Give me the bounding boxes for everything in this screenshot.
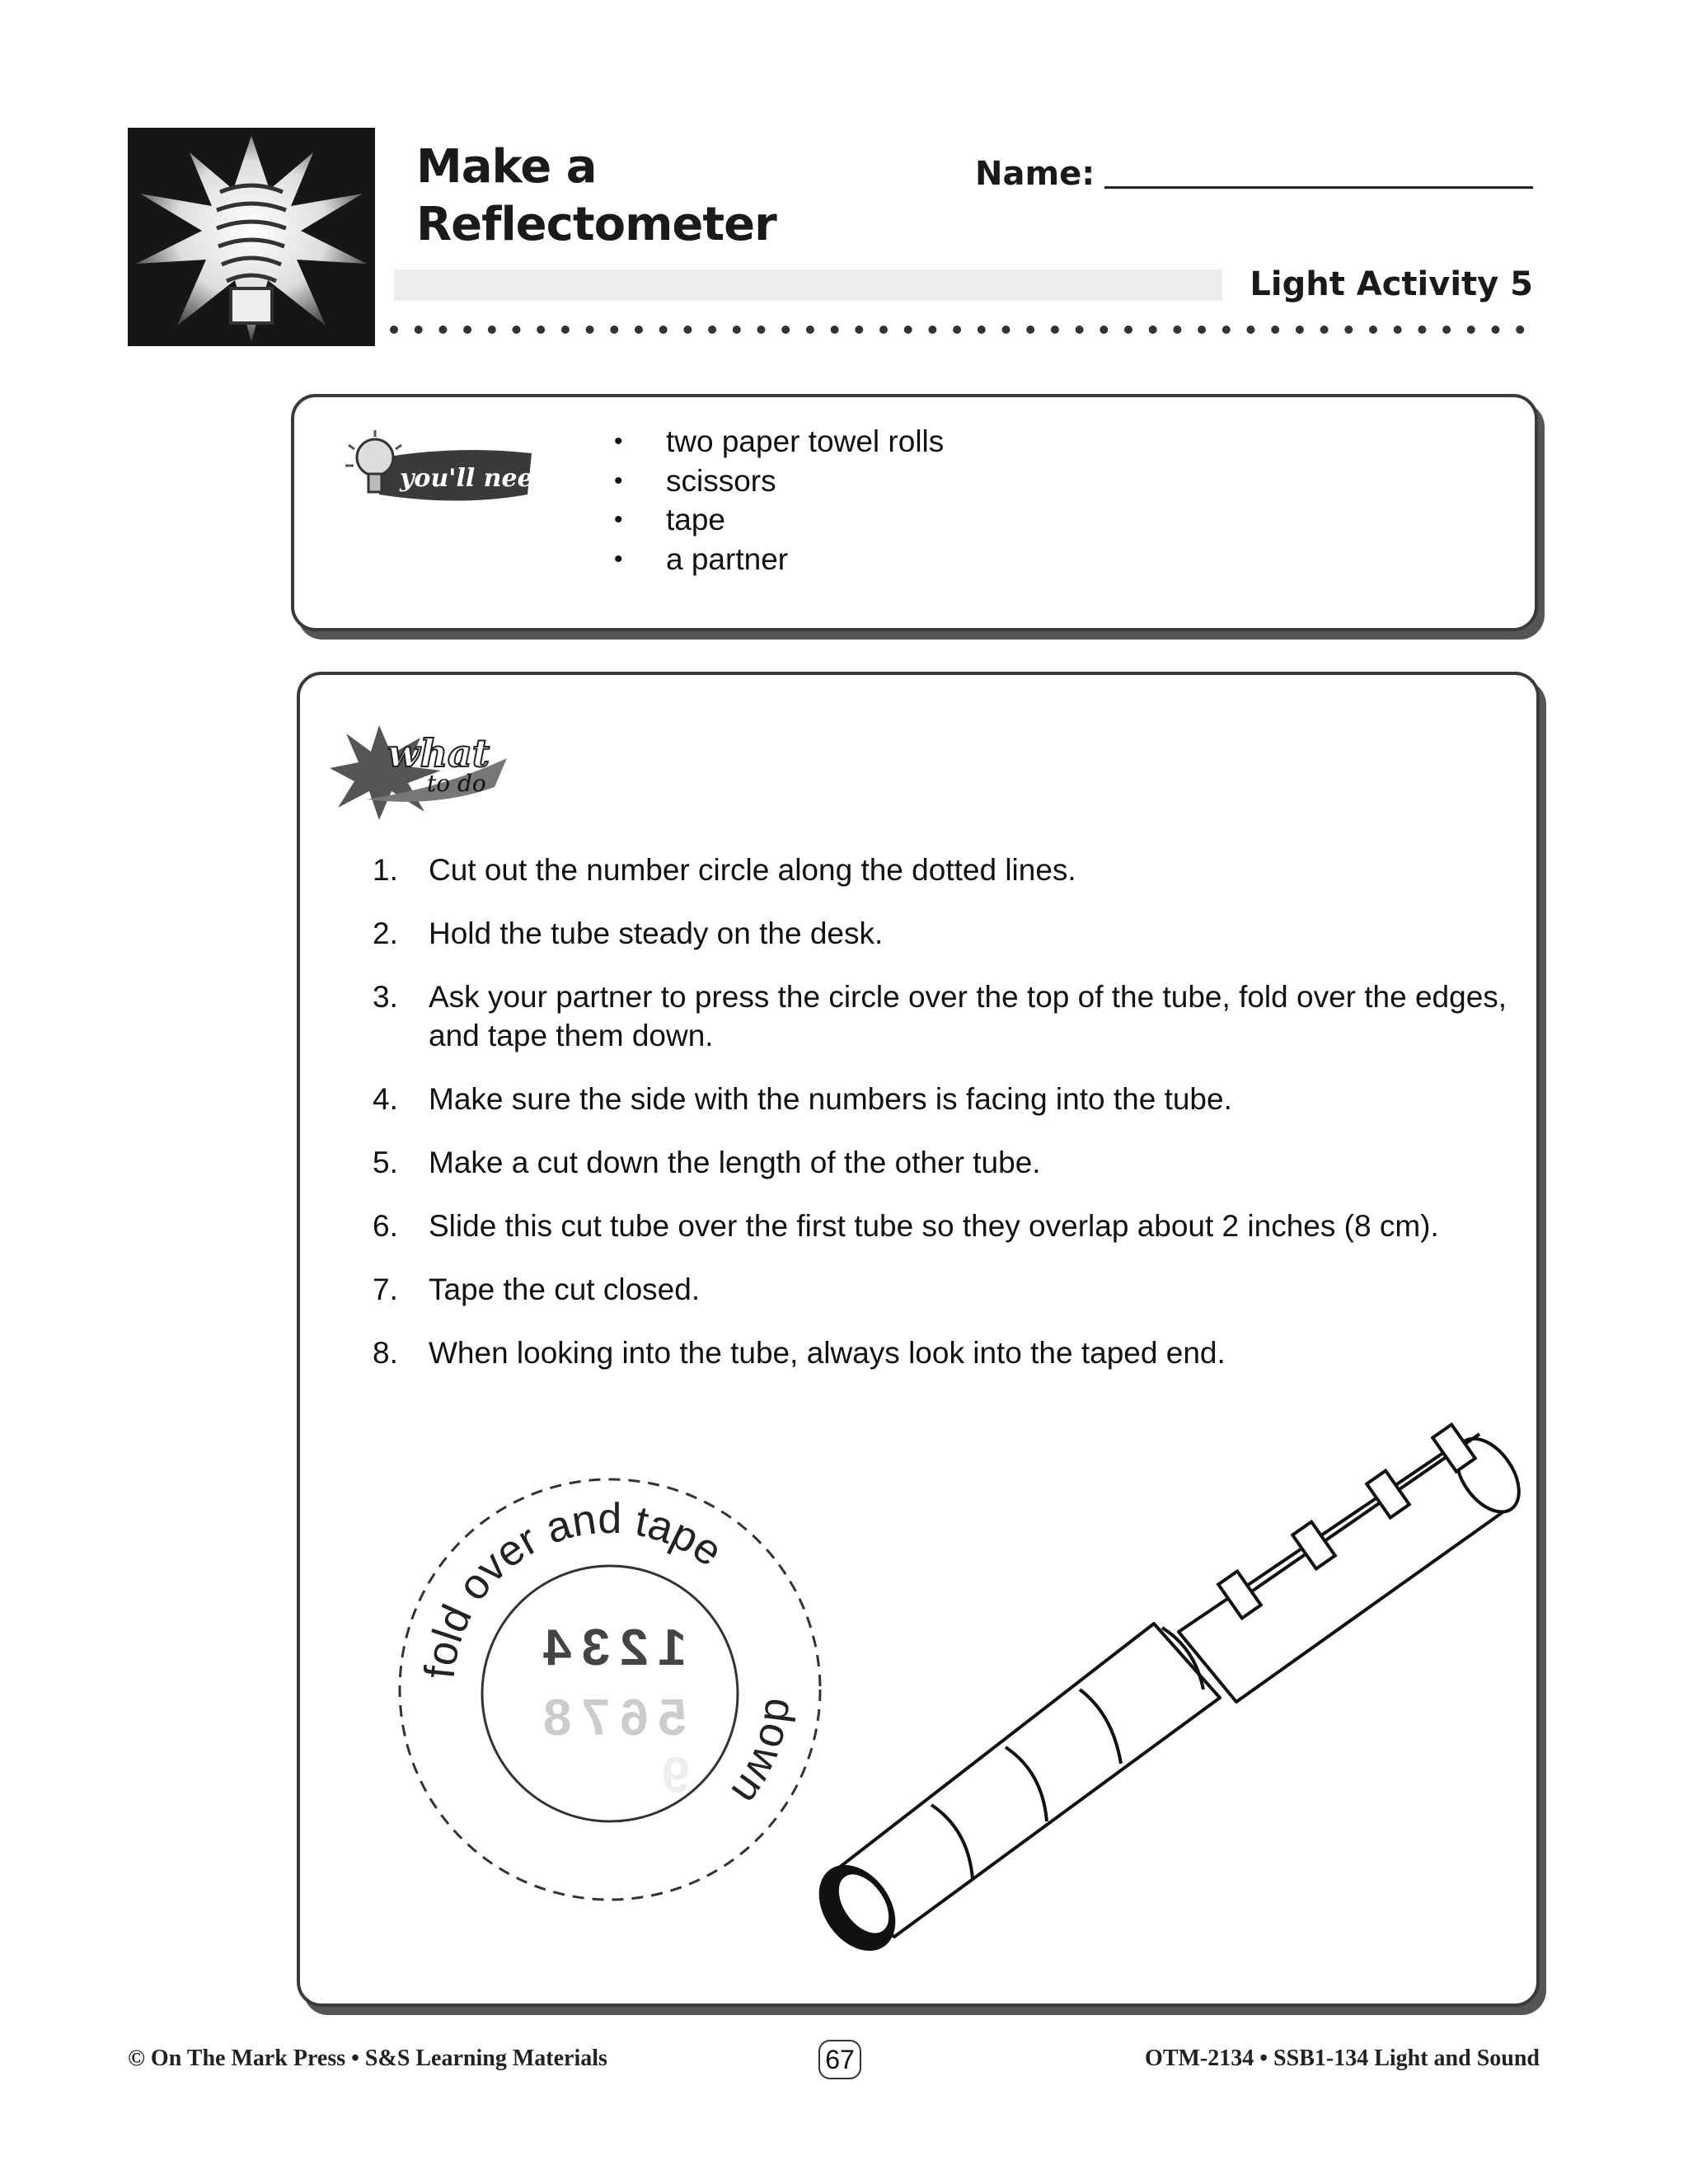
list-item: • scissors	[614, 462, 944, 501]
step-text: Cut out the number circle along the dotted lines.	[429, 853, 1076, 887]
header-bar	[394, 269, 1222, 301]
divider-dot	[1369, 326, 1377, 334]
step-text: Make sure the side with the numbers is facing into the tube.	[429, 1082, 1232, 1116]
divider-dot	[1198, 326, 1206, 334]
mirrored-numbers-row2: 5678	[533, 1690, 687, 1746]
divider-dot	[463, 326, 471, 334]
divider-dot	[1100, 326, 1108, 334]
step-number: 6.	[373, 1209, 398, 1243]
divider-dot	[1173, 326, 1181, 334]
mirrored-numbers-row3: 9	[661, 1747, 691, 1804]
divider-dot	[610, 326, 618, 334]
activity-label: Light Activity 5	[1250, 265, 1533, 303]
dotted-divider	[387, 323, 1541, 336]
publication-code: OTM-2134 • SSB1-134 Light and Sound	[1145, 2046, 1540, 2071]
divider-dot	[757, 326, 766, 334]
youll-need-text: you'll need:	[400, 464, 560, 493]
title-line-2: Reflectometer	[416, 198, 776, 251]
divider-dot	[855, 326, 863, 334]
page-number: 67	[818, 2040, 861, 2079]
what-to-do-badge	[330, 709, 528, 824]
name-field[interactable]	[1104, 186, 1533, 189]
step-number: 7.	[373, 1272, 398, 1306]
divider-dot	[561, 326, 570, 334]
divider-dot	[1051, 326, 1059, 334]
what-text: what	[387, 731, 490, 776]
divider-dot	[806, 326, 814, 334]
step-number: 2.	[373, 916, 398, 950]
divider-dot	[415, 326, 423, 334]
divider-dot	[904, 326, 912, 334]
step-item	[373, 1333, 1510, 1372]
divider-dot	[978, 326, 986, 334]
divider-dot	[683, 326, 692, 334]
divider-dot	[438, 326, 447, 334]
divider-dot	[1247, 326, 1255, 334]
list-item: • a partner	[614, 540, 944, 579]
divider-dot	[1467, 326, 1475, 334]
mirrored-numbers-row1: 1234	[533, 1619, 687, 1676]
step-number: 5.	[373, 1146, 398, 1179]
step-text: Ask your partner to press the circle over the top of the tube, fold over the edges, and tape them down.	[429, 980, 1507, 1052]
divider-dot	[1271, 326, 1279, 334]
divider-dot	[1222, 326, 1231, 334]
step-item	[373, 914, 1510, 953]
divider-dot	[733, 326, 741, 334]
divider-dot	[513, 326, 521, 334]
step-item	[373, 1270, 1510, 1309]
lightbulb-starburst-icon	[128, 128, 375, 346]
divider-dot	[708, 326, 716, 334]
divider-dot	[1296, 326, 1304, 334]
step-number: 4.	[373, 1082, 398, 1116]
materials-list	[614, 422, 944, 579]
divider-dot	[1026, 326, 1034, 334]
divider-dot	[1124, 326, 1132, 334]
inner-tube	[1179, 1442, 1508, 1702]
steps-list	[373, 851, 1510, 1397]
youll-need-badge	[334, 429, 560, 519]
divider-dot	[781, 326, 790, 334]
divider-dot	[1320, 326, 1329, 334]
divider-dot	[659, 326, 668, 334]
step-item	[373, 977, 1510, 1055]
page-title	[416, 138, 776, 254]
step-item	[373, 1207, 1510, 1245]
list-item: • tape	[614, 500, 944, 540]
to-do-text: to do	[427, 770, 486, 797]
divider-dot	[1344, 326, 1353, 334]
divider-dot	[1442, 326, 1451, 334]
step-item	[373, 851, 1510, 889]
number-circle-cutout	[379, 1459, 841, 1920]
step-text: Hold the tube steady on the desk.	[429, 916, 884, 950]
divider-dot	[1149, 326, 1157, 334]
name-label: Name:	[975, 155, 1095, 193]
divider-dot	[390, 326, 398, 334]
divider-dot	[488, 326, 496, 334]
divider-dot	[537, 326, 545, 334]
list-item: • two paper towel rolls	[614, 422, 944, 462]
divider-dot	[586, 326, 594, 334]
step-item	[373, 1080, 1510, 1118]
copyright: © On The Mark Press • S&S Learning Materials	[128, 2046, 607, 2071]
divider-dot	[1516, 326, 1524, 334]
step-text: When looking into the tube, always look into the taped end.	[429, 1336, 1226, 1370]
title-line-1: Make a	[416, 140, 597, 194]
divider-dot	[879, 326, 888, 334]
fold-instruction: fold over and tape	[415, 1494, 731, 1681]
divider-dot	[1076, 326, 1084, 334]
step-text: Make a cut down the length of the other tube.	[429, 1146, 1041, 1179]
step-number: 1.	[373, 853, 398, 887]
fold-instruction-end: down	[721, 1695, 804, 1814]
step-text: Slide this cut tube over the first tube so they overlap about 2 inches (8 cm).	[429, 1209, 1439, 1243]
divider-dot	[1394, 326, 1402, 334]
divider-dot	[928, 326, 936, 334]
step-number: 8.	[373, 1336, 398, 1370]
divider-dot	[1492, 326, 1500, 334]
divider-dot	[831, 326, 839, 334]
tube-illustration	[808, 1418, 1533, 1945]
step-item	[373, 1143, 1510, 1182]
divider-dot	[953, 326, 961, 334]
step-text: Tape the cut closed.	[429, 1272, 701, 1306]
divider-dot	[635, 326, 643, 334]
divider-dot	[1002, 326, 1010, 334]
step-number: 3.	[373, 980, 398, 1014]
divider-dot	[1418, 326, 1426, 334]
